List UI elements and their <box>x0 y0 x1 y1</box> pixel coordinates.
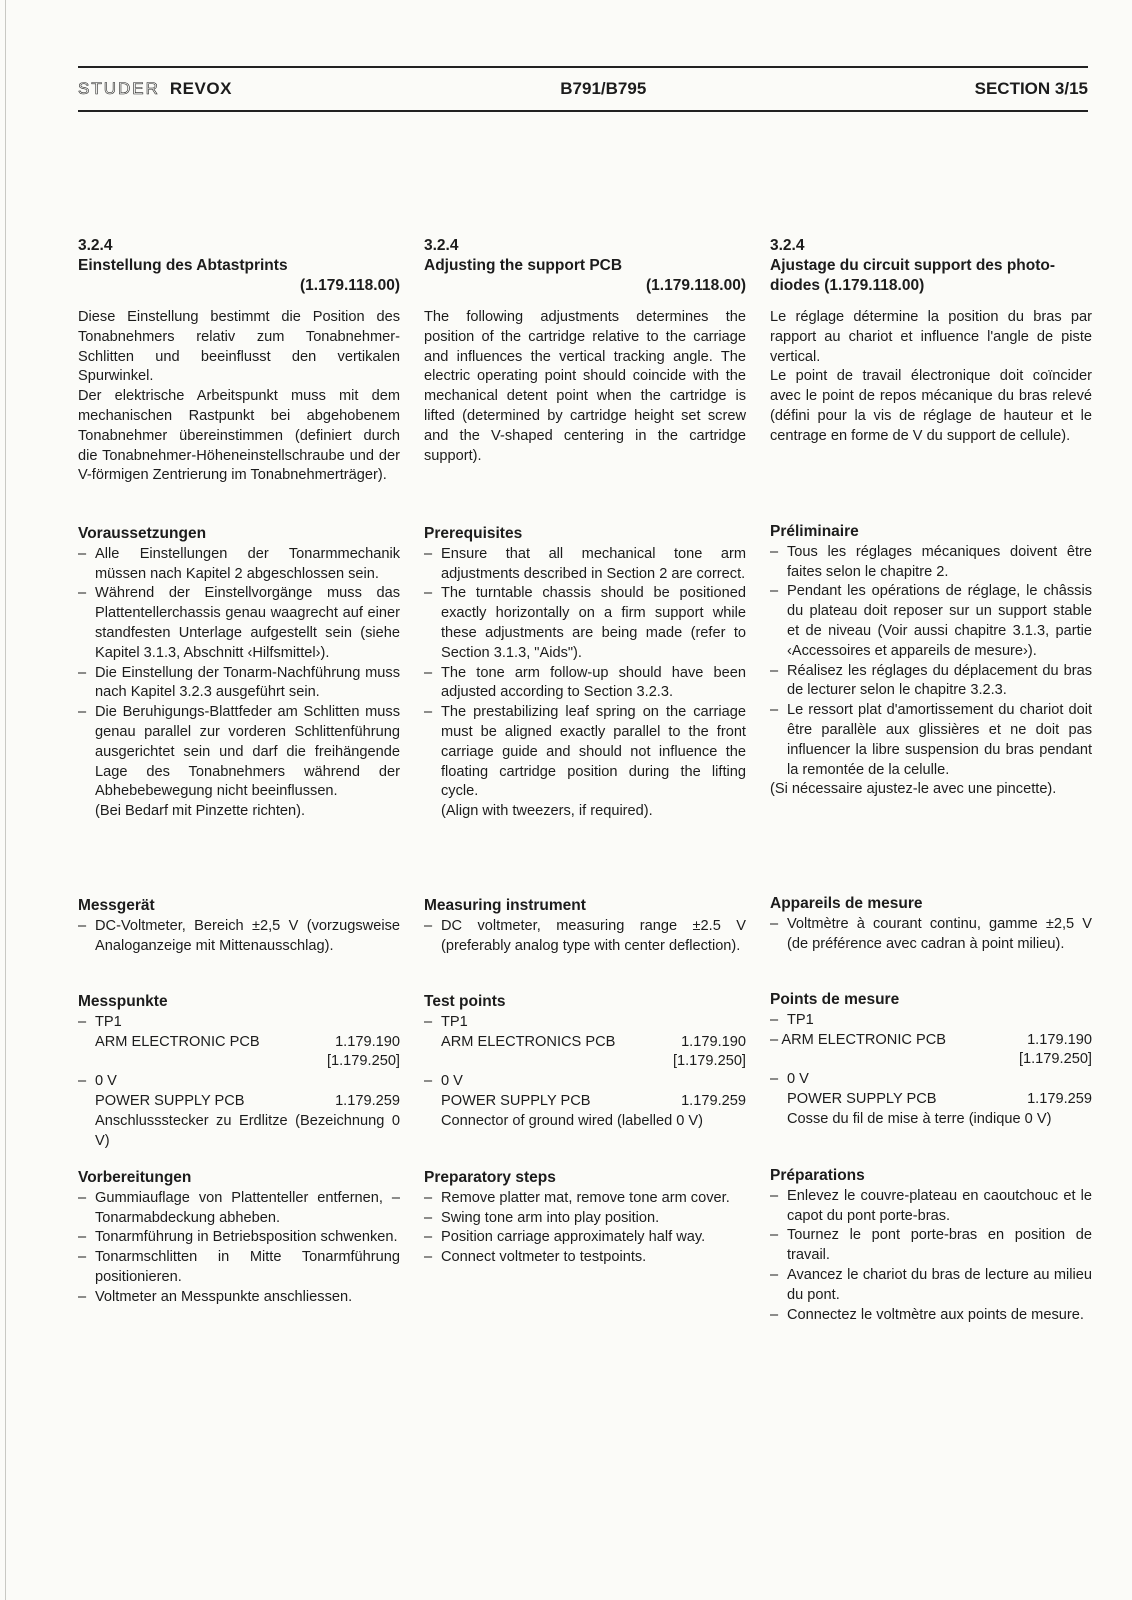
de-intro-text: Diese Einstellung bestimmt die Position des Tonabnehmers relativ zum Tonabnehmer-Schlitten und beeinflusst den vertikalen Spurwinkel. <box>78 309 400 385</box>
en-pcb-number: (1.179.118.00) <box>646 276 746 294</box>
fr-intro-text: Le réglage détermine la position du bras par rapport au chariot et influence l'angle de piste vertical. <box>770 309 1092 365</box>
de-meas-heading: Messgerät <box>78 897 155 914</box>
de-title: Einstellung des Abtastprints <box>78 256 288 274</box>
de-heading <box>78 236 400 295</box>
de-prereq-heading: Voraussetzungen <box>78 525 207 542</box>
list-item: – 0 V <box>770 1070 1092 1090</box>
list-item: – Tonarmschlitten in Mitte Tonarmführung positionieren. <box>78 1248 400 1288</box>
list-item: – DC-Voltmeter, Bereich ±2,5 V (vorzugsweise Analoganzeige mit Mittenausschlag). <box>78 917 400 957</box>
list-item: – TP1 <box>78 1013 400 1033</box>
de-tp2-note: Anschlussstecker zu Erdlitze (Bezeichnung 0 V) <box>95 1112 400 1149</box>
list-item: – Tonarmführung in Betriebsposition schwenken. <box>78 1228 400 1248</box>
list-item: – Remove platter mat, remove tone arm cover. <box>424 1189 746 1209</box>
brand-revox: REVOX <box>169 79 232 98</box>
list-item: – TP1 <box>770 1011 1092 1031</box>
fr-tp1-row <box>770 1031 1092 1051</box>
list-item: – Gummiauflage von Plattenteller entfernen, – Tonarmabdeckung abheben. <box>78 1189 400 1229</box>
en-tp2-pcb: POWER SUPPLY PCB <box>441 1092 591 1109</box>
studer-revox-logo <box>78 79 232 99</box>
list-item: – Tous les réglages mécaniques doivent être faites selon le chapitre 2. <box>770 543 1092 583</box>
en-intro-text: The following adjustments determines the position of the cartridge relative to the carriage and influences the vertical tracking angle. The electric operating point should coincide with the mechanical detent point when the cartridge is lifted (determined by cartridge height set screw and the V-shaped centering in the cartridge support). <box>424 309 746 464</box>
fr-tp2-note: Cosse du fil de mise à terre (indique 0 V) <box>787 1110 1052 1127</box>
fr-tp1-number-alt: [1.179.250] <box>1018 1051 1092 1068</box>
de-preparations <box>78 1168 400 1308</box>
fr-title: Ajustage du circuit support des photo-diodes (1.179.118.00) <box>770 256 1056 294</box>
de-tp2-row <box>78 1092 400 1112</box>
list-item: – Connect voltmeter to testpoints. <box>424 1248 746 1268</box>
en-tp1-number: 1.179.190 <box>681 1033 746 1050</box>
en-tp1-pcb: ARM ELECTRONICS PCB <box>441 1033 616 1050</box>
list-item: – Während der Einstellvorgänge muss das Plattentellerchassis genau waagrecht auf einer standfesten Unterlage aufgestellt sein (siehe Kapitel 3.1.3, Abschnitt ‹Hilfsmittel›). <box>78 584 400 663</box>
de-tp1-row <box>78 1033 400 1053</box>
list-item: – The turntable chassis should be positioned exactly horizontally on a firm support while these adjustments are being made (refer to Section 3.1.3, "Aids"). <box>424 584 746 663</box>
de-tp1-number: 1.179.190 <box>335 1033 400 1050</box>
en-heading <box>424 236 746 295</box>
list-item: – Connectez le voltmètre aux points de mesure. <box>770 1306 1092 1326</box>
list-item: – Pendant les opérations de réglage, le châssis du plateau doit reposer sur un support stable et de niveau (Voir aussi chapitre 3.1.3, partie ‹Accessoires et appareils de mesure›). <box>770 582 1092 661</box>
en-title: Adjusting the support PCB <box>424 256 623 274</box>
de-pcb-number: (1.179.118.00) <box>300 276 400 294</box>
list-item: – 0 V <box>78 1072 400 1092</box>
de-tp1-pcb: ARM ELECTRONIC PCB <box>95 1033 260 1050</box>
list-item: – Ensure that all mechanical tone arm adjustments described in Section 2 are correct. <box>424 545 746 585</box>
fr-tp2-row <box>770 1090 1092 1110</box>
fr-section-number: 3.2.4 <box>770 237 805 254</box>
list-item: – Swing tone arm into play position. <box>424 1209 746 1229</box>
section-number: SECTION 3/15 <box>974 79 1088 98</box>
de-prerequisites <box>78 524 400 822</box>
de-prep-heading: Vorbereitungen <box>78 1169 192 1186</box>
page-header <box>78 66 1088 112</box>
fr-meas-heading: Appareils de mesure <box>770 895 923 912</box>
list-item: – Le ressort plat d'amortissement du chariot doit être parallèle aux glissières et ne doit pas influencer la libre suspension du bras pendant la remontée de la celulle. <box>770 701 1092 780</box>
list-item: – The tone arm follow-up should have been adjusted according to Section 3.2.3. <box>424 664 746 704</box>
de-prereq-note: (Bei Bedarf mit Pinzette richten). <box>95 803 306 820</box>
list-item: – Enlevez le couvre-plateau en caoutchouc et le capot du pont porte-bras. <box>770 1187 1092 1227</box>
list-item: – Tournez le pont porte-bras en position de travail. <box>770 1226 1092 1266</box>
list-item: – Avancez le chariot du bras de lecture au milieu du pont. <box>770 1266 1092 1306</box>
list-item: – TP1 <box>424 1013 746 1033</box>
fr-preparations <box>770 1166 1092 1325</box>
en-intro <box>424 308 746 466</box>
list-item: – The prestabilizing leaf spring on the carriage must be aligned exactly parallel to the front carriage guide and should not influence the floating cartridge position during the lifting cycle. <box>424 703 746 802</box>
en-prereq-note: (Align with tweezers, if required). <box>441 803 653 820</box>
list-item: – Voltmeter an Messpunkte anschliessen. <box>78 1288 400 1308</box>
list-item: – 0 V <box>424 1072 746 1092</box>
list-item: – Réalisez les réglages du déplacement du bras de lecturer selon le chapitre 3.2.3. <box>770 662 1092 702</box>
list-item: – DC voltmeter, measuring range ±2.5 V (preferably analog type with center deflection). <box>424 917 746 957</box>
fr-intro <box>770 308 1092 447</box>
fr-tp1-pcb-line: – ARM ELECTRONIC PCB <box>770 1031 946 1048</box>
fr-tp1-number: 1.179.190 <box>1027 1031 1092 1048</box>
list-item: – Voltmètre à courant continu, gamme ±2,5 V (de préférence avec cadran à point milieu). <box>770 915 1092 955</box>
fr-measuring <box>770 894 1092 954</box>
fr-tp-heading: Points de mesure <box>770 991 900 1008</box>
list-item: – Position carriage approximately half way. <box>424 1228 746 1248</box>
de-tp2-number: 1.179.259 <box>335 1092 400 1109</box>
fr-prereq-heading: Préliminaire <box>770 523 859 540</box>
de-test-points <box>78 992 400 1151</box>
en-tp2-note: Connector of ground wired (labelled 0 V) <box>441 1112 704 1129</box>
de-section-number: 3.2.4 <box>78 237 113 254</box>
en-measuring <box>424 896 746 956</box>
en-prereq-heading: Prerequisites <box>424 525 523 542</box>
de-tp1-number-alt: [1.179.250] <box>326 1053 400 1070</box>
en-test-points <box>424 992 746 1132</box>
en-tp2-row <box>424 1092 746 1112</box>
en-section-number: 3.2.4 <box>424 237 459 254</box>
list-item: – Die Einstellung der Tonarm-Nachführung muss nach Kapitel 3.2.3 ausgeführt sein. <box>78 664 400 704</box>
fr-prep-heading: Préparations <box>770 1167 865 1184</box>
list-item: – Alle Einstellungen der Tonarmmechanik müssen nach Kapitel 2 abgeschlossen sein. <box>78 545 400 585</box>
brand-studer: STUDER <box>78 79 160 98</box>
en-meas-heading: Measuring instrument <box>424 897 586 914</box>
fr-tp2-pcb: POWER SUPPLY PCB <box>787 1090 937 1107</box>
fr-prerequisites <box>770 522 1092 800</box>
en-tp2-number: 1.179.259 <box>681 1092 746 1109</box>
model-number: B791/B795 <box>560 79 647 98</box>
de-tp-heading: Messpunkte <box>78 993 168 1010</box>
de-tp2-pcb: POWER SUPPLY PCB <box>95 1092 245 1109</box>
fr-prereq-note: (Si nécessaire ajustez-le avec une pincette). <box>770 781 1057 798</box>
de-intro <box>78 308 400 486</box>
en-tp1-number-alt: [1.179.250] <box>672 1053 746 1070</box>
en-tp1-row <box>424 1033 746 1053</box>
en-tp-heading: Test points <box>424 993 506 1010</box>
list-item: – Die Beruhigungs-Blattfeder am Schlitten muss genau parallel zur vorderen Schlittenführung ausgerichtet sein und darf die freihängende Lage des Tonabnehmers während der Abhebebewegung nicht beeinflussen. <box>78 703 400 802</box>
page-edge <box>5 0 6 1600</box>
fr-heading <box>770 236 1092 295</box>
fr-test-points <box>770 990 1092 1130</box>
fr-intro-text-2: Le point de travail électronique doit coïncider avec le point de repos mécanique du bras relevé (défini pour la vis de réglage de hauteur et le centrage en forme de V du support de cellule). <box>770 368 1092 444</box>
fr-tp1-pcb: ARM ELECTRONIC PCB <box>781 1031 946 1048</box>
en-prerequisites <box>424 524 746 822</box>
de-measuring <box>78 896 400 956</box>
en-prep-heading: Preparatory steps <box>424 1169 556 1186</box>
en-preparations <box>424 1168 746 1268</box>
fr-tp2-number: 1.179.259 <box>1027 1090 1092 1107</box>
de-intro-text-2: Der elektrische Arbeitspunkt muss mit dem mechanischen Rastpunkt bei abgehobenem Tonabnehmer übereinstimmen (definiert durch die Tonabnehmer-Höheneinstellschraube und der V-förmigen Zentrierung im Tonabnehmerträger). <box>78 388 400 484</box>
